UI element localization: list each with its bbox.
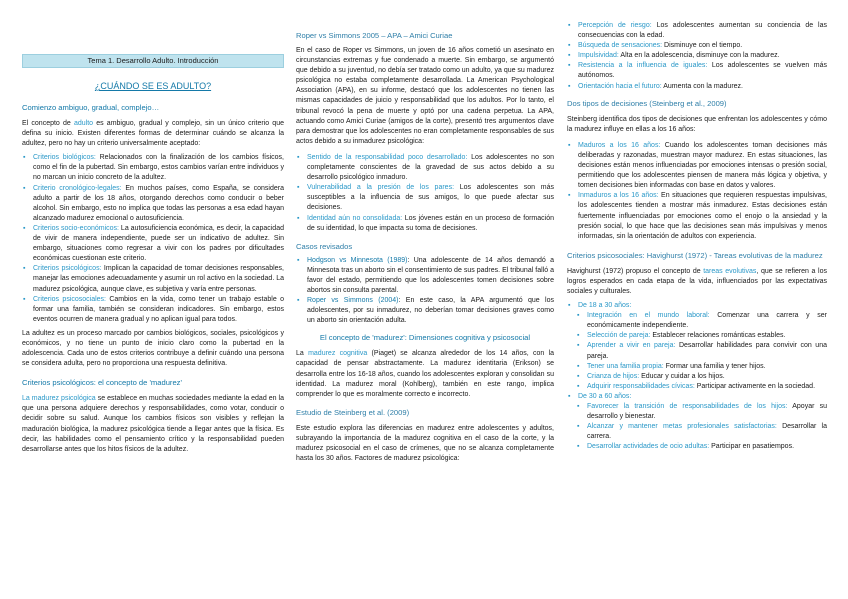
list-item bbox=[22, 153, 284, 183]
text: , que se refieren a los logros esperados en cada etapa de la vida, influenciados por las expectativas sociales y culturales. bbox=[567, 267, 827, 295]
keyword: Orientación hacia el futuro: bbox=[578, 82, 662, 90]
text: Participar activamente en la sociedad. bbox=[694, 382, 816, 390]
section-heading-havighurst: Criterios psicosociales: Havighurst (1972) - Tareas evolutivas de la madurez bbox=[567, 250, 823, 260]
list-item bbox=[567, 372, 827, 382]
text: : Una adolescente de 14 años demandó a Minnesota tras un aborto sin el consentimiento de sus padres. El tribunal falló a favor del estado, permitiendo que los adolescentes tomen decisiones sobre abortos sin consulta parental. bbox=[307, 256, 554, 294]
paragraph-steinberg-study: Este estudio explora las diferencias en madurez entre adolescentes y adultos, subrayando la importancia de la madurez cognitiva en el caso de la corte, y la madurez psicosocial en el caso de crímenes, que no se alcanza completamente hasta los 30 años. Factores de madurez psicológica: bbox=[296, 424, 554, 463]
list-item bbox=[296, 296, 554, 326]
list-item bbox=[567, 341, 827, 361]
list-item bbox=[567, 362, 827, 372]
text: Los adolescentes no son completamente conscientes de la gravedad de sus actos debido a su desarrollo psicológico inmaduro. bbox=[307, 153, 555, 182]
age-group-30-60 bbox=[567, 392, 827, 402]
decision-types-list bbox=[567, 141, 827, 242]
keyword: Resistencia a la influencia de iguales: bbox=[578, 62, 708, 70]
text: (Piaget) se alcanza alrededor de los 14 años, con la capacidad de pensar abstractamente. La madurez identitaria (Erikson) se desarrolla entre los 16-18 años, cuando los adolescentes exploran y consolidan su identidad. La madurez moral (Kohlberg), también en este rango, implica comprender lo que es moralmente correcto e incorrecto. bbox=[296, 350, 555, 398]
list-item bbox=[296, 256, 554, 296]
text: es ambiguo, gradual y complejo, sin un único criterio que defina su inicio. Existen diferentes formas de determinar cuándo se alcanza la adultez, pero no hay un criterio universalmente aceptado: bbox=[22, 120, 284, 148]
list-item bbox=[567, 422, 827, 442]
keyword: Aprender a vivir en pareja: bbox=[587, 342, 676, 350]
list-item bbox=[22, 264, 284, 294]
criteria-list bbox=[22, 153, 284, 325]
keyword: Alcanzar y mantener metas profesionales satisfactorias: bbox=[587, 423, 777, 431]
text: Comenzar una carrera y ser económicamente independiente. bbox=[587, 312, 828, 330]
list-item bbox=[567, 141, 827, 191]
keyword: Selección de pareja: bbox=[587, 332, 651, 340]
keyword: Criterio cronológico-legales: bbox=[33, 184, 122, 192]
keyword: Inmaduros a los 16 años: bbox=[578, 192, 659, 200]
paragraph-roper-case: En el caso de Roper vs Simmons, un joven de 16 años cometió un asesinato en circunstancias extremas y fue condenado a muerte. Sin embargo, se argumentó que debido a su juventud, no debía ser tratado como un adulto, ya que su madurez psicológica no estaba completamente desarrollada. La American Psychological Association (APA), en su informe, destacó que los adolescentes no tienen las mismas capacidades de juicio y responsabilidad que los adultos. Por lo tanto, el tribunal revocó la pena de muerte y optó por una cadena perpetua. La APA, actuando como Amici Curiae (amigos de la corte), presentó tres argumentos clave para demostrar que los adolescentes no eran completamente responsables de sus actos debido a su inmadurez psicológica: bbox=[296, 47, 555, 145]
text: Havighurst (1972) propuso el concepto de bbox=[567, 267, 704, 275]
paragraph-madurez-psicologica bbox=[22, 394, 284, 455]
list-item bbox=[22, 224, 284, 264]
text: Los adolescentes aumentan su conciencia de las consecuencias con la edad. bbox=[578, 22, 827, 40]
text: Disminuye con el tiempo. bbox=[662, 42, 743, 50]
list-item bbox=[567, 191, 827, 241]
maturity-factors-list bbox=[567, 21, 827, 92]
text: Alta en la adolescencia, disminuye con la madurez. bbox=[618, 52, 780, 60]
text: Desarrollar habilidades para convivir con una pareja. bbox=[587, 342, 827, 360]
list-item bbox=[296, 153, 554, 183]
text: : En este caso, la APA argumentó que los adolescentes, por su inmadurez, no deberían tomar decisiones graves como un aborto sin orientación adulta. bbox=[307, 297, 554, 325]
column-1 bbox=[22, 54, 284, 455]
text: Desarrollar la carrera. bbox=[587, 423, 827, 441]
keyword: Identidad aún no consolidada: bbox=[307, 214, 403, 222]
section-heading-roper: Roper vs Simmons 2005 – APA – Amici Curiae bbox=[296, 31, 453, 40]
keyword: adulto bbox=[73, 120, 94, 127]
list-item bbox=[567, 82, 827, 92]
keyword: Adquirir responsabilidades cívicas: bbox=[587, 382, 695, 390]
keyword: Búsqueda de sensaciones: bbox=[578, 42, 663, 50]
keyword: Criterios biológicos: bbox=[33, 154, 96, 162]
text: Los adolescentes son más susceptibles a la influencia de sus amigos, lo que puede afectar sus decisiones. bbox=[307, 184, 555, 212]
keyword: Tener una familia propia: bbox=[587, 362, 664, 370]
paragraph-havighurst bbox=[567, 267, 827, 297]
text: Implican la capacidad de tomar decisiones responsables, manejar las emociones adecuadamente y asumir un rol activo en la sociedad. La madurez psicológica, aunque clave, es subjetiva y varía entre personas. bbox=[33, 265, 284, 293]
main-question-heading: ¿CUÁNDO SE ES ADULTO? bbox=[94, 81, 212, 91]
text: En situaciones que requieren respuestas impulsivas, los adolescentes tienden a mostrar más inmadurez. Estas decisiones están fuertemente influenciadas por emociones como el enojo o la ansiedad y la presión social, lo que hace que las decisiones sean más impulsivas y menos informadas, sin la orientación de adultos con experiencia. bbox=[578, 192, 827, 240]
text: Formar una familia y tener hijos. bbox=[663, 362, 766, 370]
list-item bbox=[567, 402, 827, 422]
column-2 bbox=[296, 30, 554, 464]
section-heading-dos-tipos: Dos tipos de decisiones (Steinberg et al., 2009) bbox=[567, 98, 727, 108]
keyword: Sentido de la responsabilidad poco desarrollado: bbox=[307, 153, 468, 161]
list-item bbox=[567, 442, 827, 452]
list-item bbox=[567, 41, 827, 51]
list-item bbox=[296, 183, 554, 213]
list-item bbox=[567, 51, 827, 61]
text: Establecer relaciones románticas estables. bbox=[650, 332, 786, 340]
list-item bbox=[567, 331, 827, 341]
text: Cambios en la vida, como tener un trabajo estable o formar una familia, también se consideran indicadores. Sin embargo, estos eventos ocurren de manera gradual y no aplican igual para todos. bbox=[33, 295, 284, 323]
list-item bbox=[296, 214, 554, 234]
section-heading-madurez: Criterios psicológicos: el concepto de 'madurez' bbox=[22, 378, 182, 388]
keyword: Favorecer la transición de responsabilidades de los hijos: bbox=[587, 403, 788, 410]
keyword: Impulsividad: bbox=[578, 52, 619, 60]
text: Apoyar su desarrollo y bienestar. bbox=[587, 403, 827, 421]
keyword: Percepción de riesgo: bbox=[578, 22, 652, 29]
paragraph-adultez-proceso: La adultez es un proceso marcado por cambios biológicos, sociales, psicológicos y económicos, y no tiene un punto de inicio claro como la pubertad en la adolescencia. Cada uno de estos criterios contribuye a definir cuándo una persona se considera adulta, pero no proporciona una respuesta definitiva. bbox=[22, 329, 284, 368]
list-item bbox=[22, 184, 284, 224]
text: Los jóvenes están en un proceso de formación de su identidad, lo que impacta su toma de decisiones. bbox=[307, 214, 554, 232]
keyword: Hodgson vs Minnesota (1989) bbox=[307, 256, 408, 264]
text: Los adolescentes se vuelven más autónomos. bbox=[578, 62, 827, 80]
paragraph-madurez-cognitiva bbox=[296, 349, 554, 399]
keyword: Criterios psicosociales: bbox=[33, 295, 106, 303]
keyword: Roper vs Simmons (2004) bbox=[307, 297, 399, 305]
keyword: Desarrollar actividades de ocio adultas: bbox=[587, 443, 710, 451]
text: La autosuficiencia económica, es decir, la capacidad de vivir de manera independiente, puede ser un indicativo de adultez. Sin embargo, situaciones como regresar a vivir con los padres por dificultades económicas cuestionan este criterio. bbox=[33, 224, 284, 263]
text: La bbox=[296, 350, 309, 358]
list-item bbox=[22, 295, 284, 325]
cases-list bbox=[296, 256, 554, 327]
text: Aumenta con la madurez. bbox=[661, 82, 743, 90]
list-item bbox=[567, 382, 827, 392]
paragraph-adulto-concept bbox=[22, 119, 284, 149]
text: Relacionados con la finalización de los cambios físicos, como el fin de la pubertad. Sin embargo, estos cambios varían entre individuos y no marcan un inicio concreto de la adultez. bbox=[33, 154, 284, 182]
list-item bbox=[567, 311, 827, 331]
keyword: Crianza de hijos: bbox=[587, 372, 640, 380]
section-heading-steinberg: Estudio de Steinberg et al. (2009) bbox=[296, 407, 410, 417]
text: El concepto de bbox=[22, 120, 74, 127]
keyword: Maduros a los 16 años: bbox=[578, 141, 661, 149]
keyword: La madurez psicológica bbox=[22, 395, 96, 403]
text: Educar y cuidar a los hijos. bbox=[639, 372, 725, 380]
section-heading-dimensiones: El concepto de 'madurez': Dimensiones cognitiva y psicosocial bbox=[319, 333, 531, 343]
column-3 bbox=[567, 21, 827, 452]
section-heading-casos: Casos revisados bbox=[296, 241, 353, 251]
apa-arguments-list bbox=[296, 153, 554, 234]
text: se establece en muchas sociedades mediante la edad en la que una persona adquiere derechos y responsabilidades, como votar, conducir o decidir sobre su salud. Aunque los cambios físicos son visibles y reflejan la maduración biológica, la madurez psicológica tiende a llegar antes que la física. Es decir, las habilidades como el pensamiento crítico y la responsabilidad pueden desarrollarse antes que los hitos físicos de la adultez. bbox=[22, 395, 284, 453]
keyword: De 18 a 30 años: bbox=[578, 302, 632, 310]
keyword: Criterios psicológicos: bbox=[33, 265, 102, 273]
text: Participar en pasatiempos. bbox=[709, 443, 795, 451]
page-title: Tema 1. Desarrollo Adulto. Introducción bbox=[22, 54, 284, 68]
list-item bbox=[567, 61, 827, 81]
keyword: tareas evolutivas bbox=[703, 267, 757, 275]
text: Cuando los adolescentes toman decisiones más deliberadas y razonadas, muestran mayor madurez. En estas situaciones, las decisiones están menos influenciadas por emociones intensas o presión social, permitiendo que los adolescentes piensen de manera más lógica y objetiva, y tomen decisiones bien informadas con base en datos y valores. bbox=[578, 141, 827, 190]
keyword: Vulnerabilidad a la presión de los pares: bbox=[307, 184, 455, 192]
age-group-18-30 bbox=[567, 301, 827, 311]
tasks-30-60-list bbox=[567, 402, 827, 452]
keyword: Criterios socio-económicos: bbox=[33, 224, 119, 232]
keyword: madurez cognitiva bbox=[308, 350, 368, 358]
keyword: Integración en el mundo laboral: bbox=[587, 312, 710, 320]
keyword: De 30 a 60 años: bbox=[578, 392, 632, 400]
section-heading-comienzo: Comienzo ambiguo, gradual, complejo… bbox=[22, 103, 160, 112]
paragraph-steinberg-decisions: Steinberg identifica dos tipos de decisiones que enfrentan los adolescentes y cómo la madurez influye en ellas a los 16 años: bbox=[567, 115, 827, 133]
text: En muchos países, como España, se considera adulto a partir de los 18 años, otorgando derechos como conducir o beber alcohol. Sin embargo, esto no implica que todas las personas a esa edad hayan alcanzado madurez emocional o autosuficiencia. bbox=[33, 184, 284, 222]
list-item bbox=[567, 21, 827, 41]
tasks-18-30-list bbox=[567, 311, 827, 392]
